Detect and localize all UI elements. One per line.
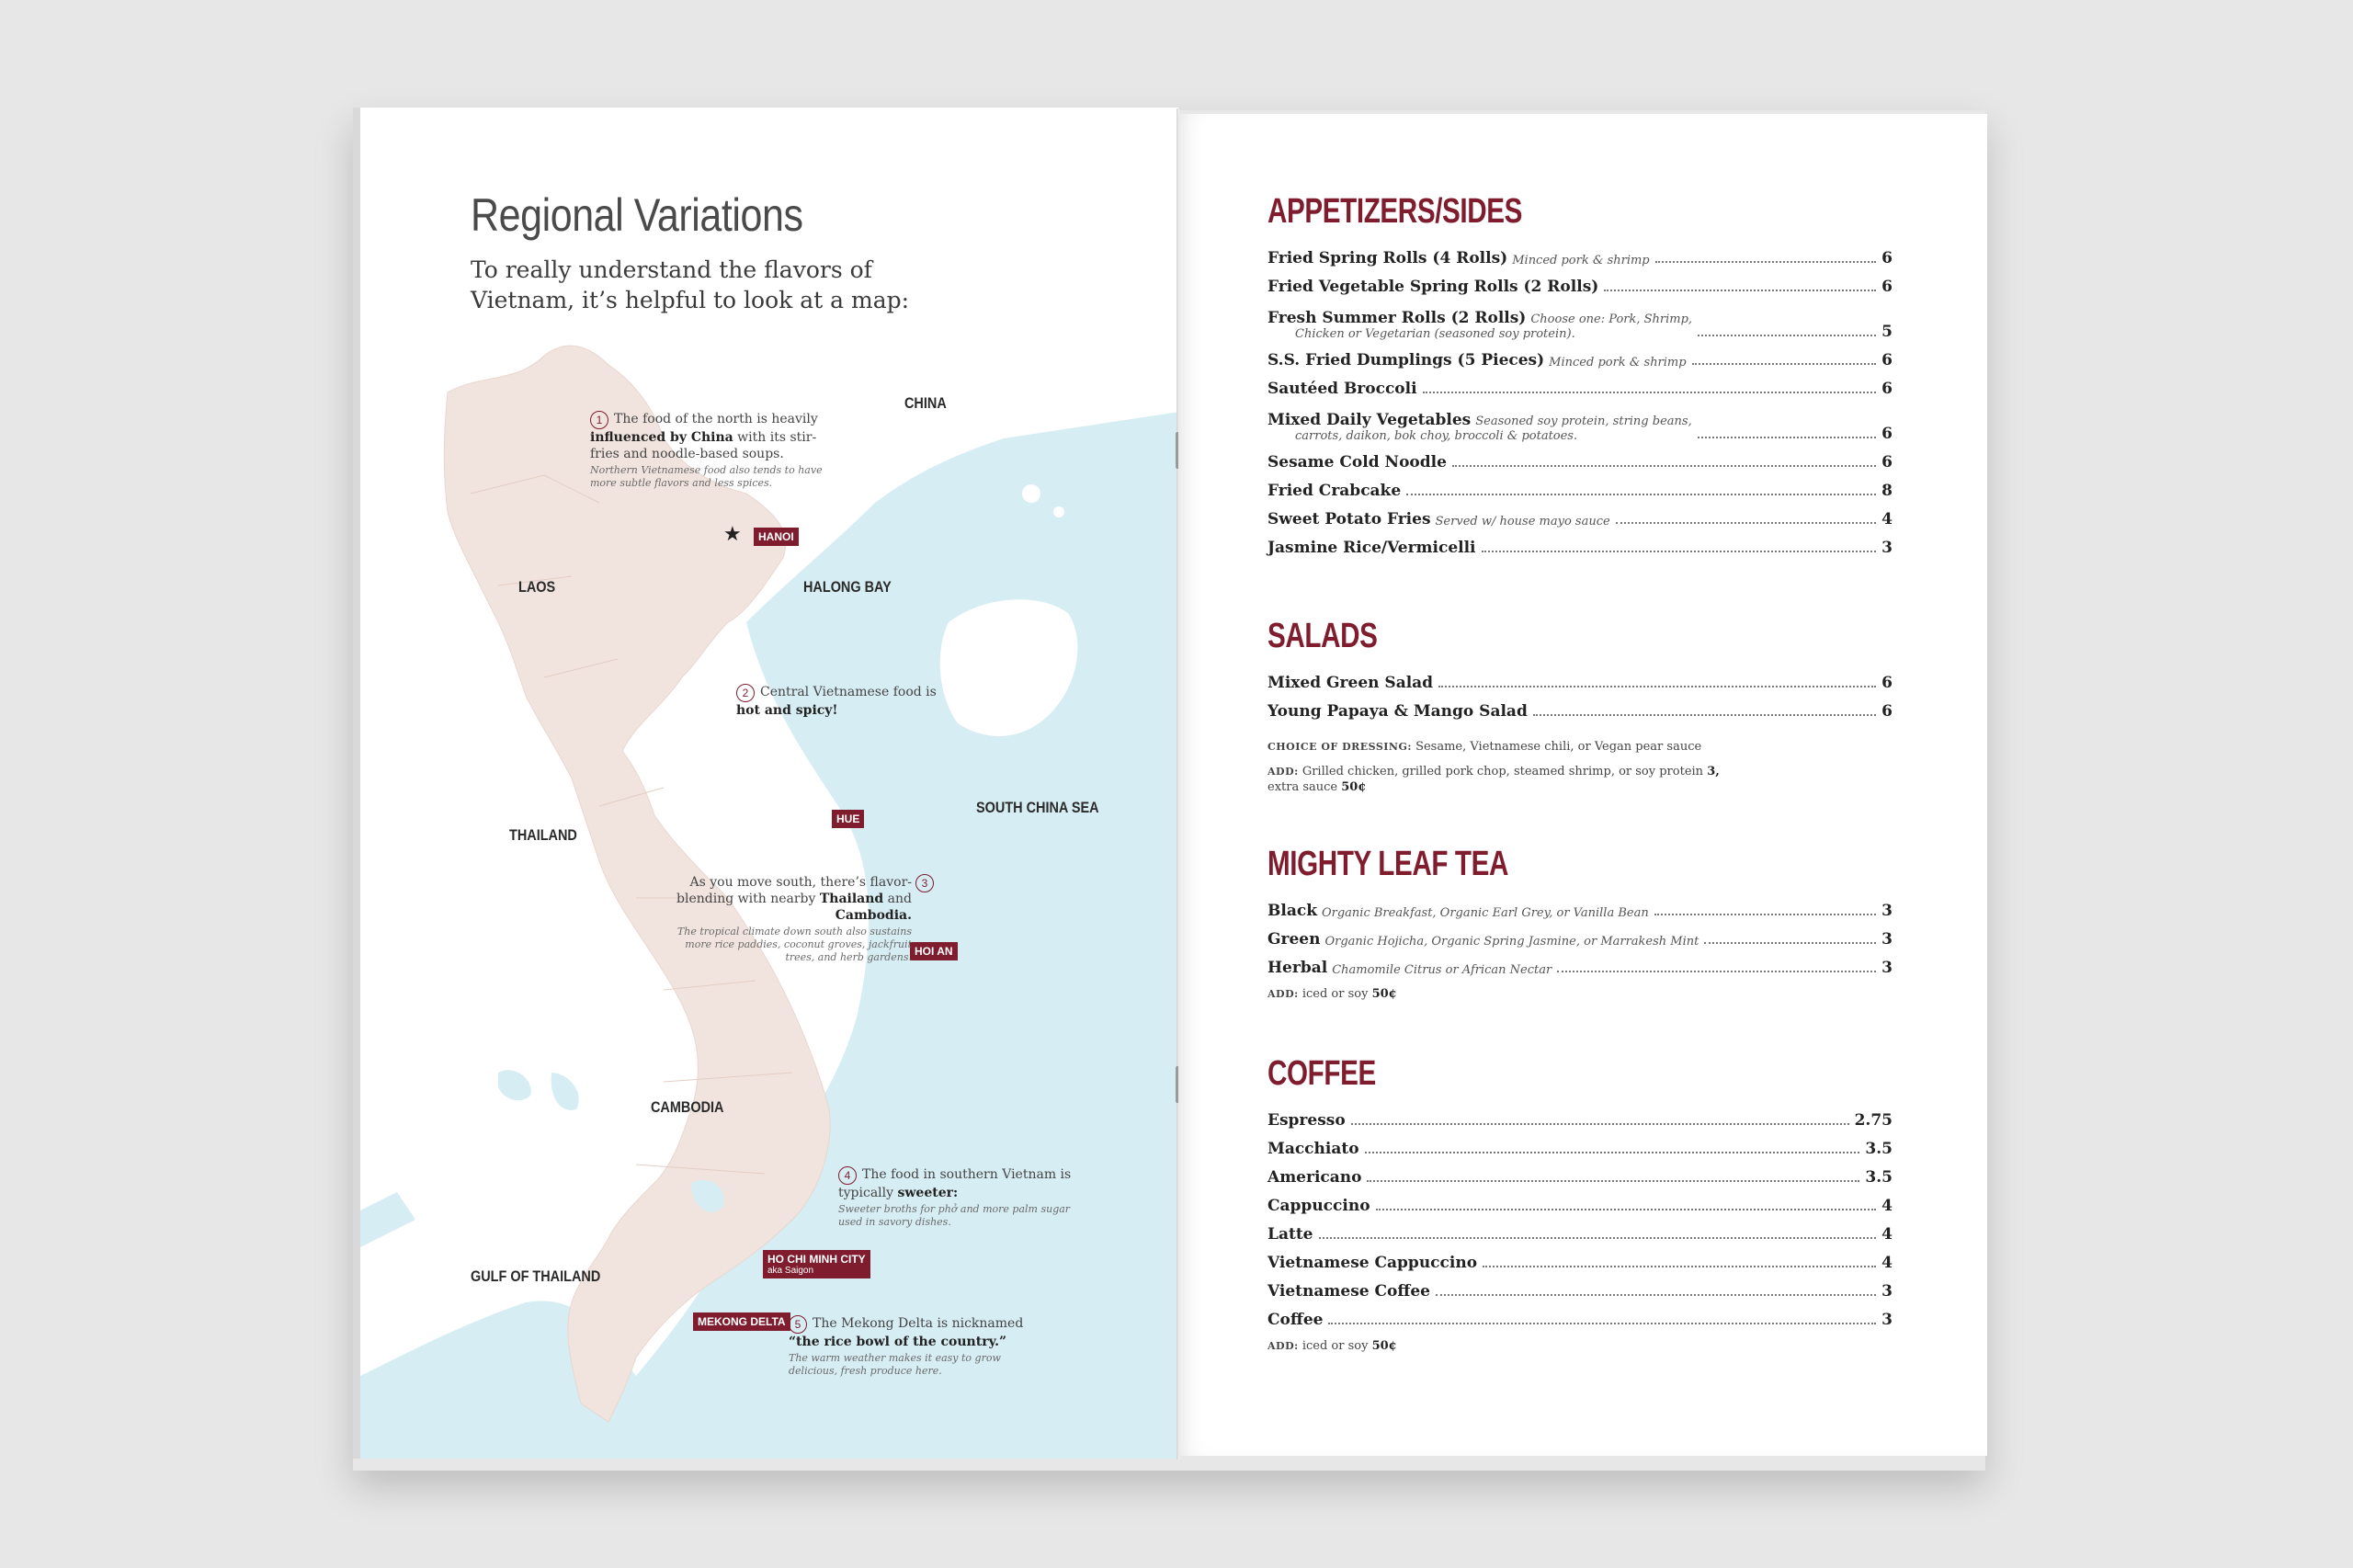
note-number-badge: 2 [736,684,755,702]
item-price: 6 [1881,674,1893,692]
tea-add-note [1267,986,1893,1002]
salad-add-note [1267,764,1893,795]
menu-item [1267,1101,1893,1130]
note-price: 50¢ [1371,1339,1397,1353]
dressing-note [1267,739,1893,755]
menu-item [1267,239,1893,267]
item-price: 3 [1881,1282,1893,1301]
note-subtext: The warm weather makes it easy to grow delicious, fresh produce here. [789,1352,1001,1377]
menu-item [1267,369,1893,398]
city-tag-ho-chi-minh-city [763,1250,870,1278]
leader-dots [1351,1123,1849,1125]
item-price: 4 [1881,1254,1893,1272]
menu-item [1267,1187,1893,1215]
menu-item [1267,1158,1893,1187]
item-name: Fried Vegetable Spring Rolls (2 Rolls) [1267,278,1599,296]
item-name: Green [1267,930,1321,949]
leader-dots [1698,335,1876,336]
leader-dots [1557,971,1876,972]
menu-item [1267,398,1893,443]
menu-item [1267,296,1893,341]
map-label-china: CHINA [904,394,947,412]
note-number-badge: 4 [838,1166,857,1185]
note-price: 50¢ [1371,987,1397,1001]
menu-item [1267,1301,1893,1329]
leader-dots [1436,1294,1876,1296]
note-text: Central Vietnamese food is [760,685,937,699]
menu-item [1267,892,1893,920]
map-note-3 [673,874,928,964]
note-price: 3, [1707,765,1720,778]
item-name: Espresso [1267,1111,1346,1130]
leader-dots [1328,1323,1876,1324]
item-desc: Organic Hojicha, Organic Spring Jasmine, or Marrakesh Mint [1324,935,1699,949]
item-name: Vietnamese Coffee [1267,1282,1430,1301]
menu-item [1267,692,1893,721]
item-name: S.S. Fried Dumplings (5 Pieces) [1267,351,1545,369]
note-text: Grilled chicken, grilled pork chop, steamed shrimp, or soy protein [1302,765,1704,778]
note-bold: hot and spicy! [736,703,838,718]
note-number-badge: 5 [789,1315,807,1334]
capital-star-icon: ★ [723,523,742,546]
leader-dots [1319,1237,1877,1239]
item-desc: Served w/ house mayo sauce [1435,515,1610,528]
item-price: 8 [1881,482,1893,500]
item-price: 3 [1881,959,1893,977]
map-label-south-china-sea: SOUTH CHINA SEA [976,799,1099,816]
menu-item [1267,443,1893,472]
map-label-gulf-of-thailand: GULF OF THAILAND [471,1267,601,1285]
item-name: Sautéed Broccoli [1267,380,1417,398]
note-label: CHOICE OF DRESSING: [1267,741,1412,753]
leader-dots [1616,522,1876,524]
menu-item [1267,267,1893,296]
leader-dots [1423,392,1877,393]
leader-dots [1604,290,1876,291]
item-name: Sesame Cold Noodle [1267,453,1447,472]
map-note-2 [736,684,938,719]
item-price: 3.5 [1865,1140,1893,1158]
coffee-add-note [1267,1338,1893,1354]
menu-item [1267,1244,1893,1272]
map-label-thailand: THAILAND [509,826,577,844]
city-name: HO CHI MINH CITY [767,1253,866,1266]
left-page [353,108,1178,1459]
item-price: 4 [1881,1225,1893,1244]
item-name: Americano [1267,1168,1362,1187]
map-note-1 [590,411,829,490]
menu-item [1267,1215,1893,1244]
note-subtext: The tropical climate down south also sustains more rice paddies, coconut groves, jackfruit trees, and herb gardens. [676,926,912,963]
leader-dots [1438,686,1876,687]
note-text: and [883,892,912,906]
item-name: Mixed Daily Vegetables [1267,411,1472,429]
leader-dots [1376,1209,1877,1210]
note-label: ADD: [1267,766,1299,778]
leader-dots [1483,1266,1876,1267]
note-bold: “the rice bowl of the country.” [789,1335,1007,1349]
item-desc: Choose one: Pork, Shrimp, [1530,312,1693,326]
leader-dots [1654,914,1876,915]
section-heading: SALADS [1267,617,1378,655]
item-price: 6 [1881,380,1893,398]
item-name: Macchiato [1267,1140,1359,1158]
section-salads [1267,616,1893,795]
item-price: 4 [1881,510,1893,528]
map-note-5 [789,1315,1028,1378]
item-price: 3 [1881,902,1893,920]
menu-item [1267,528,1893,557]
section-coffee [1267,1053,1893,1354]
menu-item [1267,341,1893,369]
section-appetizers [1267,191,1893,557]
item-name: Fried Spring Rolls (4 Rolls) [1267,249,1508,267]
map-label-cambodia: CAMBODIA [651,1098,724,1116]
item-desc: Organic Breakfast, Organic Earl Grey, or Vanilla Bean [1321,906,1649,920]
item-price: 6 [1881,278,1893,296]
note-number-badge: 3 [915,874,934,892]
note-number-badge: 1 [590,411,608,429]
item-name: Jasmine Rice/Vermicelli [1267,539,1476,557]
note-text: The Mekong Delta is nicknamed [813,1316,1024,1331]
map-label-laos: LAOS [518,578,556,596]
menu-item [1267,664,1893,692]
leader-dots [1533,714,1876,716]
menu-item [1267,949,1893,977]
item-desc: Chamomile Citrus or African Nectar [1332,963,1552,977]
note-subtext: Northern Vietnamese food also tends to have more subtle flavors and less spices. [590,464,823,489]
item-price: 2.75 [1854,1111,1893,1130]
section-heading: MIGHTY LEAF TEA [1267,845,1509,883]
note-text: iced or soy [1302,987,1369,1001]
note-text: As you move south, there’s flavor-blending with nearby [676,875,912,906]
menu-item [1267,500,1893,528]
note-text: iced or soy [1302,1339,1369,1353]
item-price: 5 [1881,323,1893,341]
item-price: 6 [1881,702,1893,721]
note-bold: sweeter: [897,1186,959,1200]
note-subtext: Sweeter broths for phở and more palm sugar used in savory dishes. [838,1203,1071,1228]
item-name: Sweet Potato Fries [1267,510,1431,528]
city-aka: aka Saigon [767,1266,814,1276]
leader-dots [1692,363,1877,365]
leader-dots [1698,437,1876,438]
note-bold: influenced by China [590,430,733,445]
leader-dots [1704,942,1876,944]
leader-dots [1482,551,1877,552]
item-desc: carrots, daikon, bok choy, broccoli & potatoes. [1295,429,1578,443]
city-tag-hue: HUE [832,810,864,828]
note-price: 50¢ [1341,780,1367,794]
item-name: Mixed Green Salad [1267,674,1434,692]
item-name: Herbal [1267,959,1328,977]
item-name: Fried Crabcake [1267,482,1402,500]
section-heading: COFFEE [1267,1054,1376,1093]
leader-dots [1367,1180,1859,1182]
item-price: 3 [1881,930,1893,949]
intro-text: To really understand the flavors of Vietnam, it’s helpful to look at a map: [471,256,910,313]
item-price: 6 [1881,453,1893,472]
item-price: 6 [1881,425,1893,443]
note-text: The food in southern Vietnam is typically [838,1167,1072,1200]
item-price: 3 [1881,539,1893,557]
map-label-halong-bay: HALONG BAY [803,578,892,596]
city-tag-mekong-delta: MEKONG DELTA [693,1312,790,1331]
menu-item [1267,1272,1893,1301]
item-desc: Seasoned soy protein, string beans, [1475,415,1692,428]
section-heading: APPETIZERS/SIDES [1267,192,1523,231]
leader-dots [1365,1152,1860,1153]
note-bold: Thailand [819,892,884,906]
item-price: 3.5 [1865,1168,1893,1187]
menu-item [1267,920,1893,949]
note-label: ADD: [1267,1340,1299,1352]
leader-dots [1406,494,1876,495]
note-label: ADD: [1267,988,1299,1000]
leader-dots [1452,465,1876,467]
item-desc: Minced pork & shrimp [1549,356,1687,369]
item-name: Black [1267,902,1317,920]
menu-item [1267,1130,1893,1158]
item-price: 6 [1881,351,1893,369]
right-page [1178,114,1987,1456]
city-tag-hanoi: HANOI [754,528,799,546]
city-tag-hoi-an: HOI AN [910,942,958,960]
note-text: The food of the north is heavily [614,412,818,426]
item-name: Vietnamese Cappuccino [1267,1254,1478,1272]
item-price: 3 [1881,1311,1893,1329]
item-desc: Minced pork & shrimp [1512,254,1650,267]
note-text: extra sauce [1267,780,1338,794]
menu-item [1267,472,1893,500]
item-name: Latte [1267,1225,1313,1244]
note-text: Sesame, Vietnamese chili, or Vegan pear sauce [1415,740,1702,754]
map-note-4 [838,1166,1086,1229]
item-name: Young Papaya & Mango Salad [1267,702,1528,721]
item-name: Fresh Summer Rolls (2 Rolls) [1267,309,1527,327]
note-text: with its stir-fries and noodle-based soups. [590,430,817,461]
item-name: Cappuccino [1267,1197,1370,1215]
item-name: Coffee [1267,1311,1324,1329]
page-title: Regional Variations [471,189,803,241]
note-bold: Cambodia. [835,908,912,923]
section-tea [1267,844,1893,1002]
item-desc: Chicken or Vegetarian (seasoned soy protein). [1295,327,1575,341]
leader-dots [1655,261,1877,263]
item-price: 6 [1881,249,1893,267]
item-price: 4 [1881,1197,1893,1215]
